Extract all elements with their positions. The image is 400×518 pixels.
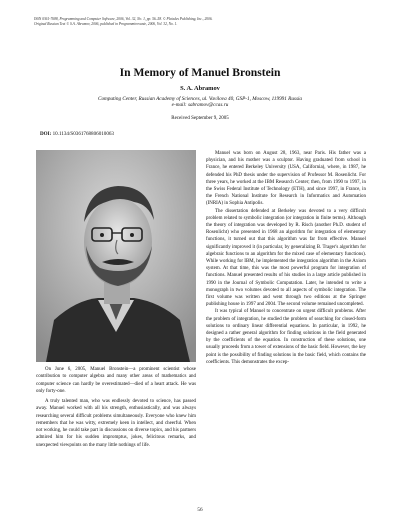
- paragraph: On June 6, 2005, Manuel Bronstein—a prominent scientist whose contribution to computer algebra and many other areas of mathematics and computer science can hardly be overestimated—died of a heart attack. He was only forty-one.: [36, 367, 196, 394]
- paragraph: It was typical of Manuel to concentrate on urgent difficult problems. After the problem of integration, he studied the problem of searching for closed-form solutions to ordinary linear differential equations. In particular, in 1992, he designed a rather general algorithm for finding solutions in the field generated by the coefficients of the equation. In construction of these solutions, one usually proceeds from a tower of extensions of the basic field. However, the key point is the possibility of finding solutions in the basic field, which contains the coefficients. This demonstrates the excep-: [206, 309, 366, 365]
- author-affiliation: [40, 96, 360, 109]
- header-line: Original Russian Text © S.A. Abramov, 2006, published in Programmirovanie, 2006, Vol. 32, No. 1.: [34, 22, 178, 26]
- affiliation-email: e-mail: sabramov@ccas.ru: [171, 102, 229, 109]
- author-name: S. A. Abramov: [180, 85, 220, 92]
- paragraph: Manuel was born on August 28, 1963, near Paris. His father was a physician, and his mother was a sculptor. Having graduated from school in France, he entered Berkeley University (USA, California), where, in 1987, he defended his PhD thesis under the supervision of Professor M. Rosenlicht. For three years, he worked at the IBM Research Center; then, from 1990 to 1997, in the Swiss Federal Institute of Technology (ETH), and since 1997, in France, in the French National Institute for Research in Informatics and Automation (INRIA) in Sophia Antipolis.: [206, 151, 366, 207]
- portrait-photo: [36, 150, 196, 362]
- journal-header: [34, 17, 374, 27]
- paragraph: A truly talented man, who was endlessly devoted to science, has passed away. Manuel worked with all his strength, enthusiastically, and was always researching several difficult problems simultaneously. Everyone who knew him remembers that he was witty, extremely keen in intellect, and cheerful. When not working, he could take part in discussions on diverse topics, and his partners admired him for his sudden impromptus, jokes, felicitous remarks, and unexpected viewpoints on the many little nothings of life.: [36, 399, 196, 448]
- affiliation-address: Computing Center, Russian Academy of Sciences, ul. Vavilova 40, GSP-1, Moscow, 119991 Russia: [97, 96, 302, 102]
- portrait-image: [36, 150, 196, 362]
- paragraph: The dissertation defended at Berkeley was devoted to a very difficult problem related to symbolic integration (or integration in finite terms). Although the theory of integration was developed by R. Risch (another Ph.D. student of Rosenlicht) who presented in 1968 an algorithm for integration of elementary functions, it turned out that this algorithm was far from effective. Manuel significantly improved it (in particular, by generalizing B. Trager's algorithm for algebraic functions to an algorithm for the mixed case of elementary functions). While working for IBM, he implemented the integration algorithm in the Axiom system. At that time, this was the most powerful program for integration of functions. Manuel presented results of his studies in a large article published in 1990 in the Journal of Symbolic Computation. Later, he intended to write a monograph in two volumes devoted to all aspects of symbolic integration. The first volume was written and went through two editions at the Springer publishing house in 1997 and 2004. The second volume remained uncompleted.: [206, 208, 366, 308]
- right-column: [206, 150, 366, 366]
- left-column: [36, 366, 196, 449]
- doi-value: 10.1134/S0361768806010063: [52, 131, 114, 137]
- received-date: Received September 9, 2005: [171, 116, 229, 121]
- page-number: 56: [197, 507, 203, 513]
- header-line: ISSN 0361-7688, Programming and Computer Software, 2006, Vol. 32, No. 1, pp. 56–58. © Pleiades Publishing, Inc., 2006.: [34, 17, 213, 21]
- doi-label: DOI:: [40, 131, 52, 137]
- article-title: In Memory of Manuel Bronstein: [119, 66, 281, 79]
- doi-line: [40, 131, 114, 137]
